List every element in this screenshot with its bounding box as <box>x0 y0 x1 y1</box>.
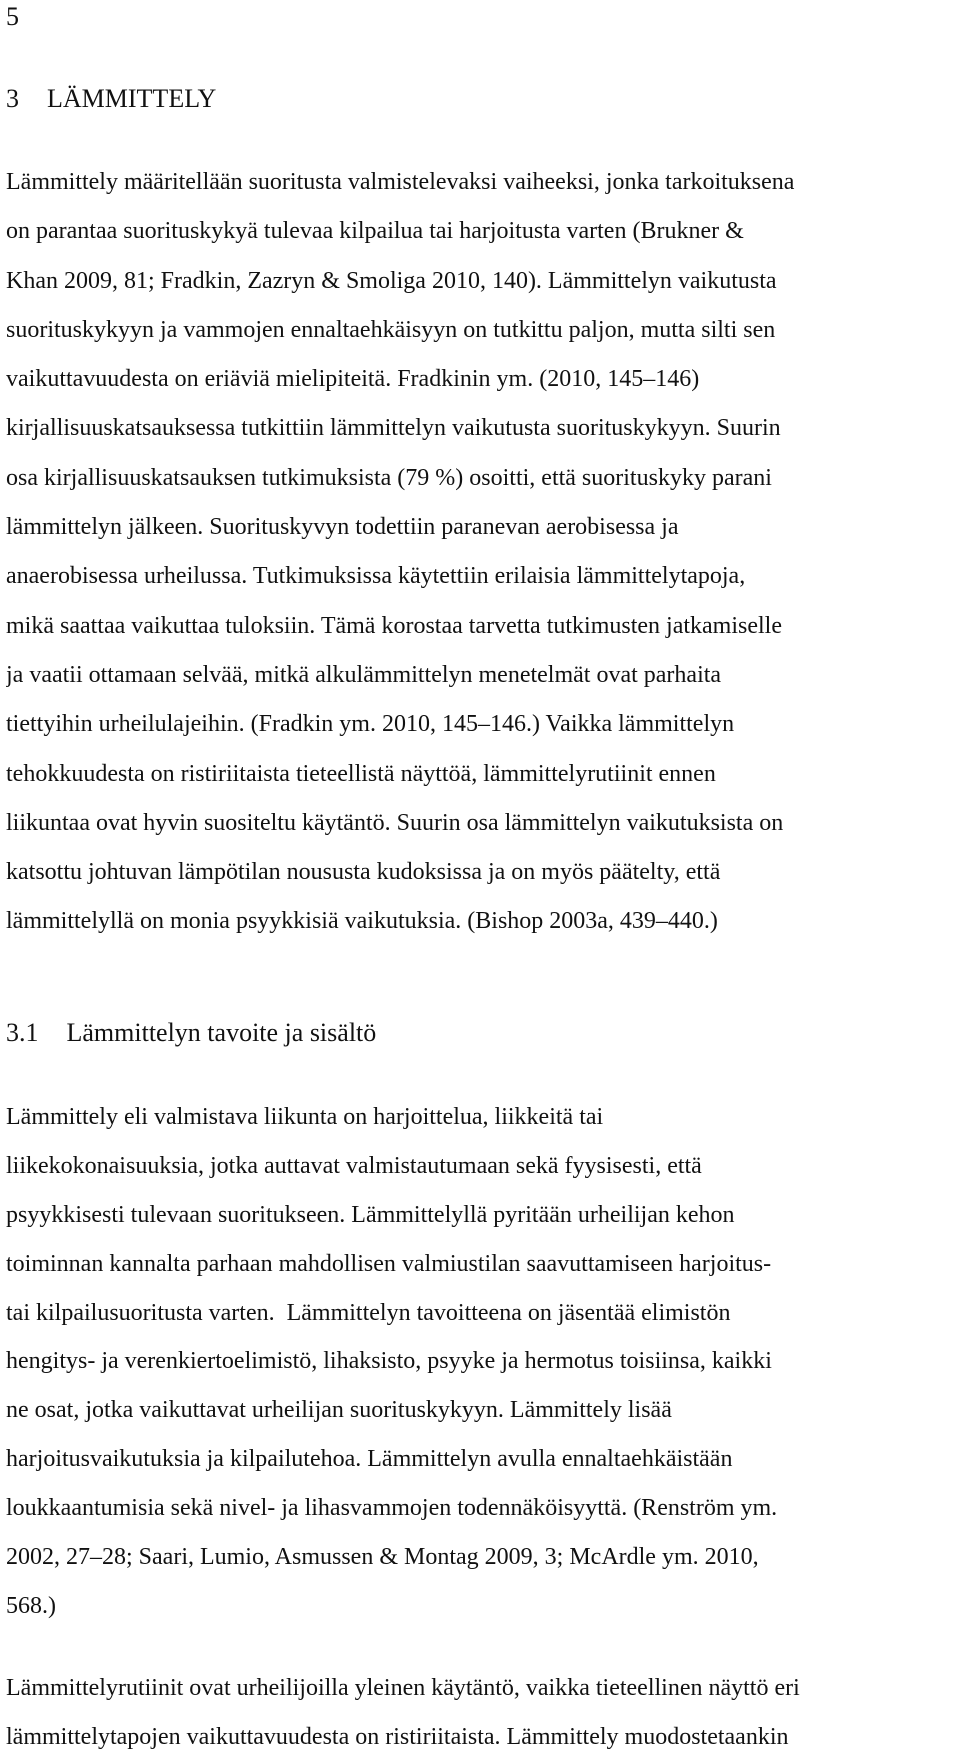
text-line: Khan 2009, 81; Fradkin, Zazryn & Smoliga 2010, 140). Lämmittelyn vaikutusta <box>6 257 956 306</box>
text-line: ja vaatii ottamaan selvää, mitkä alkulämmittelyn menetelmät ovat parhaita <box>6 651 956 700</box>
section-title: LÄMMITTELY <box>47 84 216 113</box>
text-line: vaikuttavuudesta on eriäviä mielipiteitä. Fradkinin ym. (2010, 145–146) <box>6 355 956 404</box>
text-line: tai kilpailusuoritusta varten. Lämmittelyn tavoitteena on jäsentää elimistön <box>6 1289 956 1338</box>
text-line: kirjallisuuskatsauksessa tutkittiin lämmittelyn vaikutusta suorituskykyyn. Suurin <box>6 404 956 453</box>
text-line: lämmittelytapojen vaikuttavuudesta on ristiriitaista. Lämmittely muodostetaankin <box>6 1713 956 1761</box>
text-line: Lämmittely eli valmistava liikunta on harjoittelua, liikkeitä tai <box>6 1093 956 1142</box>
body-paragraph <box>6 1664 956 1761</box>
text-line: loukkaantumisia sekä nivel- ja lihasvammojen todennäköisyyttä. (Renström ym. <box>6 1484 956 1533</box>
subsection-heading <box>6 1018 376 1048</box>
text-line: toiminnan kannalta parhaan mahdollisen valmiustilan saavuttamiseen harjoitus- <box>6 1240 956 1289</box>
text-line: anaerobisessa urheilussa. Tutkimuksissa käytettiin erilaisia lämmittelytapoja, <box>6 552 956 601</box>
subsection-number: 3.1 <box>6 1018 39 1047</box>
text-line: psyykkisesti tulevaan suoritukseen. Lämmittelyllä pyritään urheilijan kehon <box>6 1191 956 1240</box>
section-heading <box>6 84 216 114</box>
text-line: liikuntaa ovat hyvin suositeltu käytäntö. Suurin osa lämmittelyn vaikutuksista on <box>6 799 956 848</box>
text-line: mikä saattaa vaikuttaa tuloksiin. Tämä korostaa tarvetta tutkimusten jatkamiselle <box>6 602 956 651</box>
text-line: suorituskykyyn ja vammojen ennaltaehkäisyyn on tutkittu paljon, mutta silti sen <box>6 306 956 355</box>
text-line: 568.) <box>6 1582 956 1631</box>
section-number: 3 <box>6 84 19 113</box>
text-line: Lämmittelyrutiinit ovat urheilijoilla yleinen käytäntö, vaikka tieteellinen näyttö eri <box>6 1664 956 1713</box>
text-line: harjoitusvaikutuksia ja kilpailutehoa. Lämmittelyn avulla ennaltaehkäistään <box>6 1435 956 1484</box>
text-line: liikekokonaisuuksia, jotka auttavat valmistautumaan sekä fyysisesti, että <box>6 1142 956 1191</box>
text-line: osa kirjallisuuskatsauksen tutkimuksista (79 %) osoitti, että suorituskyky parani <box>6 454 956 503</box>
body-paragraph <box>6 158 956 947</box>
text-line: 2002, 27–28; Saari, Lumio, Asmussen & Montag 2009, 3; McArdle ym. 2010, <box>6 1533 956 1582</box>
page-number: 5 <box>6 2 19 32</box>
body-paragraph <box>6 1093 956 1631</box>
text-line: ne osat, jotka vaikuttavat urheilijan suorituskykyyn. Lämmittely lisää <box>6 1386 956 1435</box>
subsection-title: Lämmittelyn tavoite ja sisältö <box>67 1018 377 1047</box>
text-line: lämmittelyllä on monia psyykkisiä vaikutuksia. (Bishop 2003a, 439–440.) <box>6 897 956 946</box>
text-line: on parantaa suorituskykyä tulevaa kilpailua tai harjoitusta varten (Brukner & <box>6 207 956 256</box>
text-line: tiettyihin urheilulajeihin. (Fradkin ym. 2010, 145–146.) Vaikka lämmittelyn <box>6 700 956 749</box>
text-line: katsottu johtuvan lämpötilan noususta kudoksissa ja on myös päätelty, että <box>6 848 956 897</box>
text-line: Lämmittely määritellään suoritusta valmistelevaksi vaiheeksi, jonka tarkoituksena <box>6 158 956 207</box>
text-line: hengitys- ja verenkiertoelimistö, lihaksisto, psyyke ja hermotus toisiinsa, kaikki <box>6 1337 956 1386</box>
text-line: lämmittelyn jälkeen. Suorituskyvyn todettiin paranevan aerobisessa ja <box>6 503 956 552</box>
text-line: tehokkuudesta on ristiriitaista tieteellistä näyttöä, lämmittelyrutiinit ennen <box>6 750 956 799</box>
